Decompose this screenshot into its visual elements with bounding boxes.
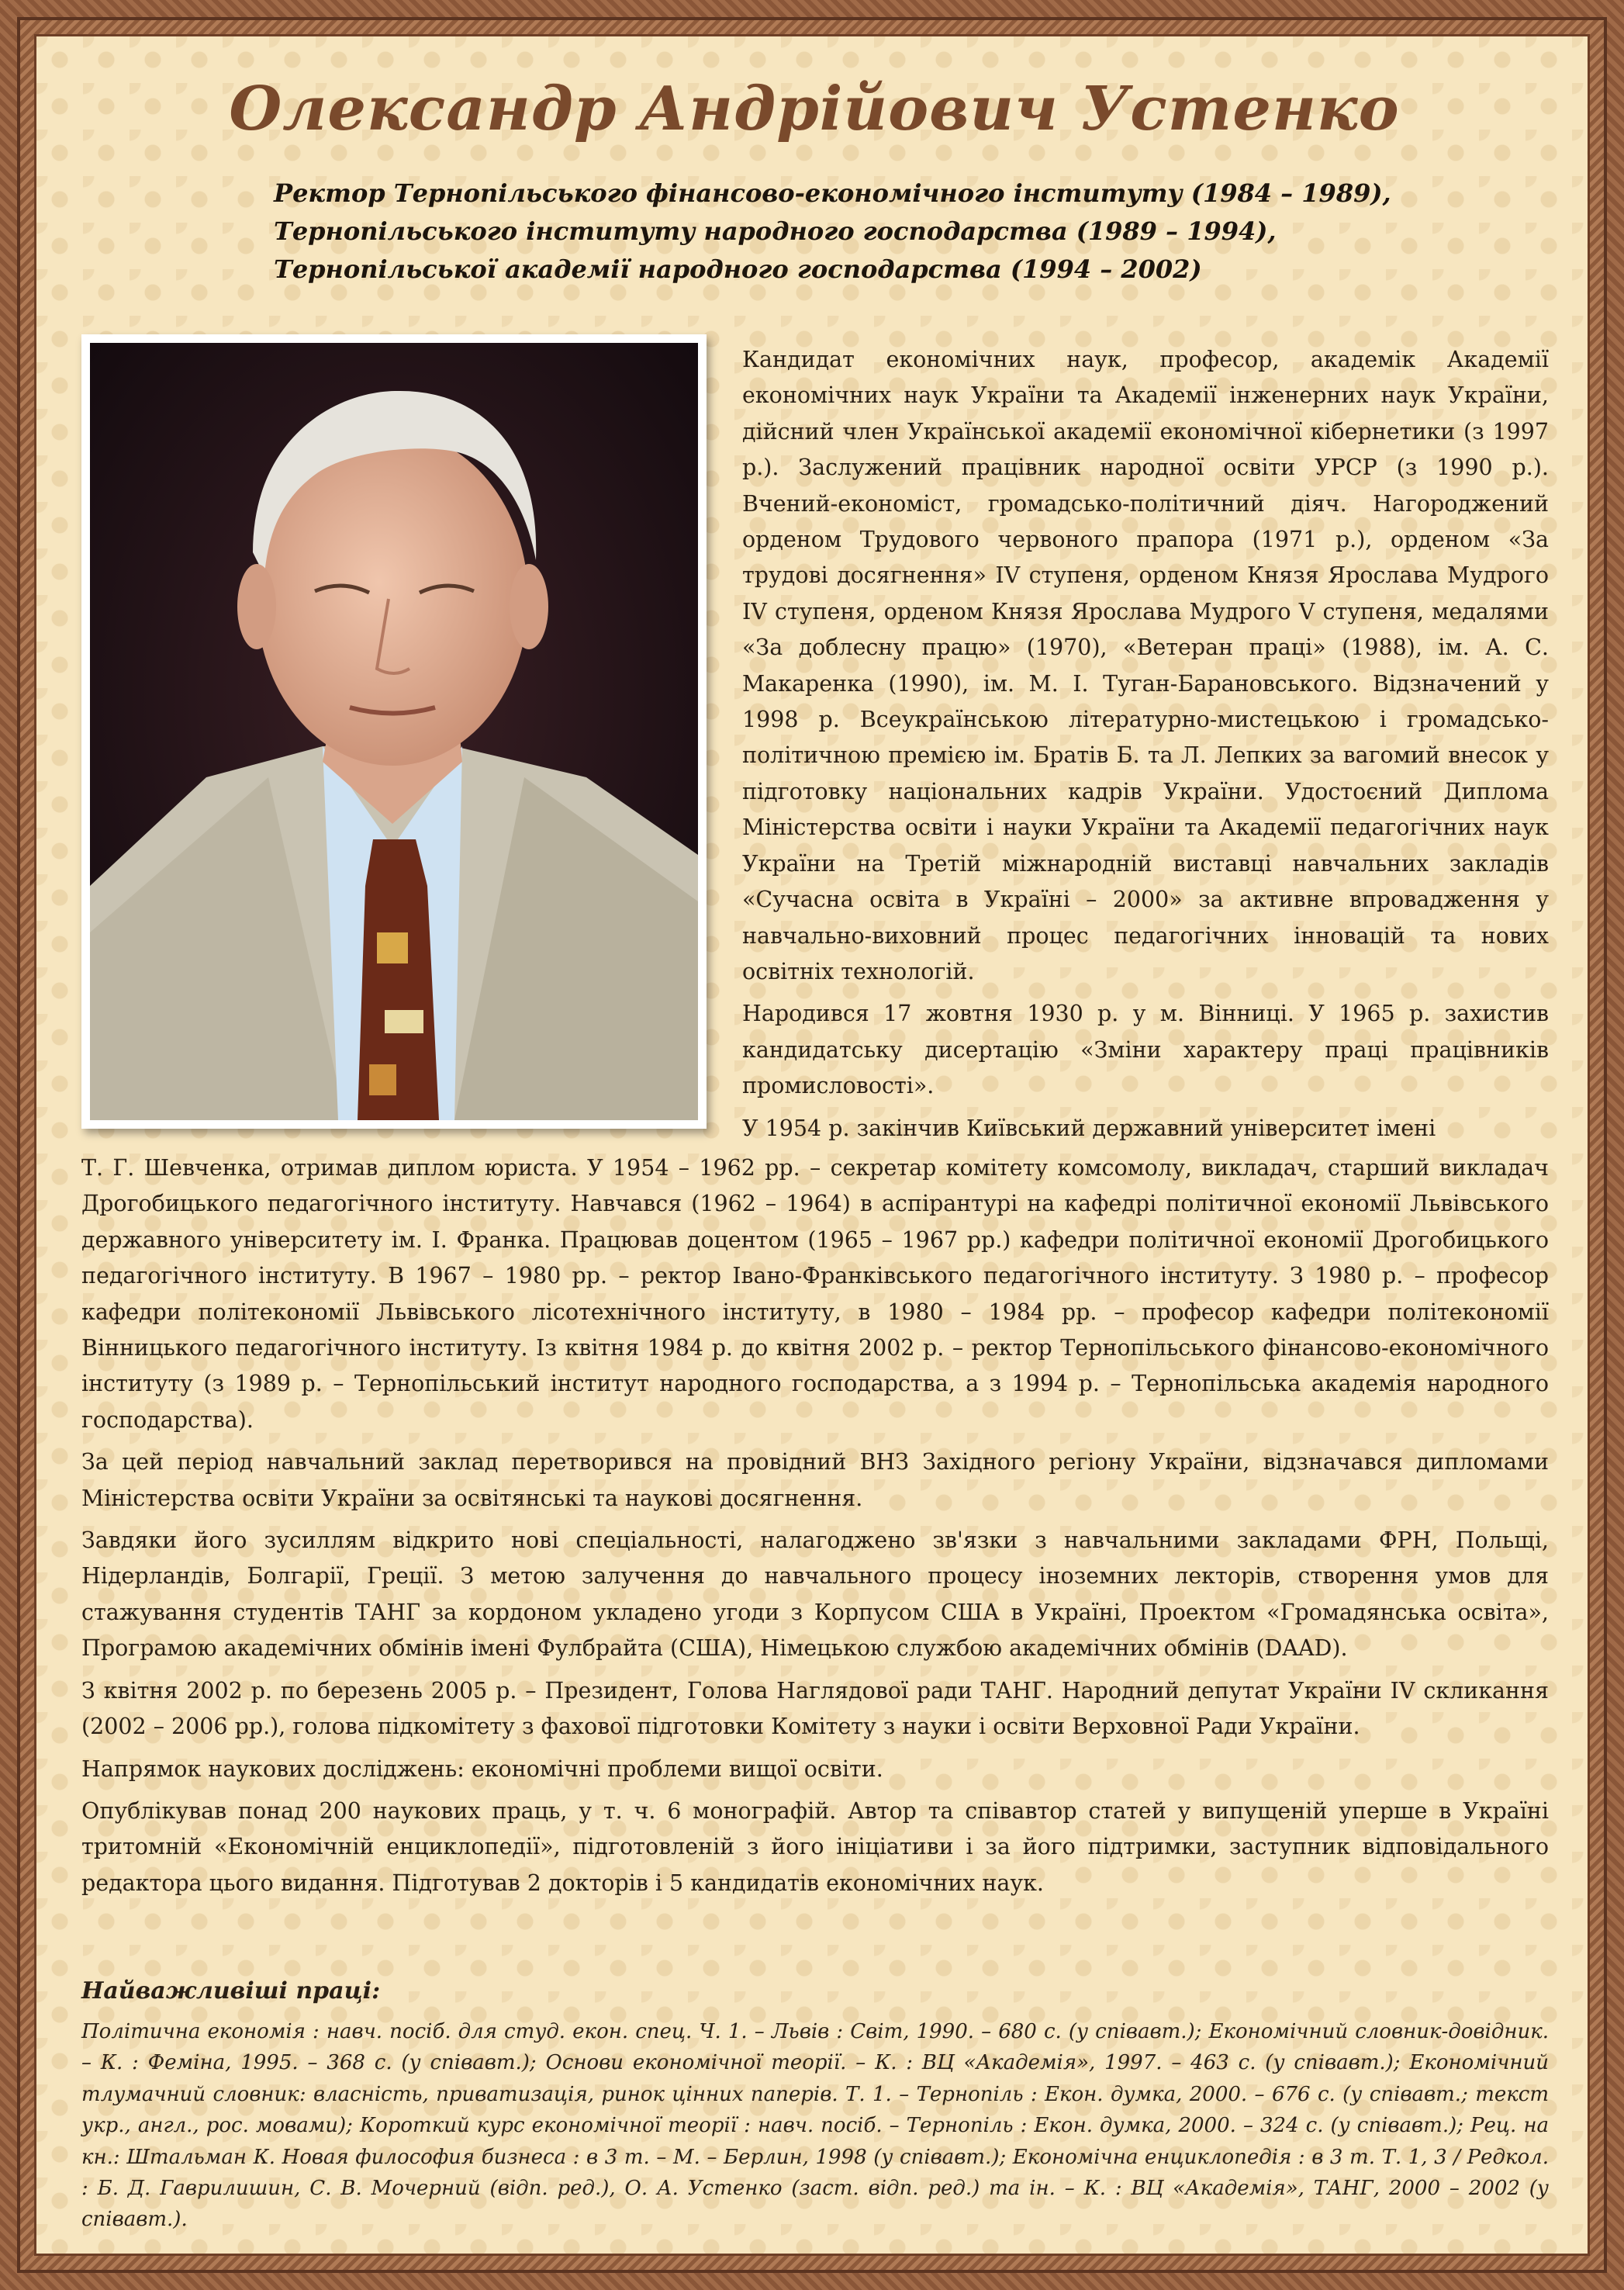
subtitle-line: Ректор Тернопільського фінансово-економічного інституту (1984 – 1989), [274, 178, 1391, 208]
bio-president: З квітня 2002 р. по березень 2005 р. – Президент, Голова Наглядової ради ТАНГ. Народний депутат України IV скликання (2002 – 2006 рр.), голова підкомітету з фахової підготовки Комітету з науки і освіти Верховної Ради України. [81, 1677, 1549, 1740]
bio-birth: Народився 17 жовтня 1930 р. у м. Вінниці. У 1965 р. захистив кандидатську дисертацію «Зміни характеру праці працівників промисловості». [742, 1001, 1549, 1099]
poster-page [34, 34, 1590, 2256]
bio-intro: Кандидат економічних наук, професор, академік Академії економічних наук України та Академії інженерних наук України, дійсний член Української академії економічної кібернетики (з 1997 р.). Заслужений працівник народної освіти УРСР (з 1990 р.). Вчений-економіст, громадсько-політичний діяч. Нагороджений орденом Трудового червоного прапора (1971 р.), орденом «За трудові досягнення» IV ступеня, орденом Князя Ярослава Мудрого IV ступеня, орденом Князя Ярослава Мудрого V ступеня, медалями «За доблесну працю» (1970), «Ветеран праці» (1988), ім. А. С. Макаренка (1990), ім. М. І. Туган-Барановського. Відзначений у 1998 р. Всеукраїнською літературно-мистецькою і громадсько-політичною премією ім. Братів Б. та Л. Лепких за вагомий внесок у підготовку національних кадрів України. Удостоєний Диплома Міністерства освіти і науки України та Академії педагогічних наук України на Третій міжнародній виставці навчальних закладів «Сучасна освіта в Україні – 2000» за активне впровадження у навчально-виховний процес педагогічних інновацій та нових освітніх технологій. [742, 347, 1549, 984]
subtitle-block [274, 175, 1437, 289]
bio-period: За цей період навчальний заклад перетворився на провідний ВНЗ Західного регіону України, відзначався дипломами Міністерства освіти України за освітянські та наукові досягнення. [81, 1449, 1549, 1511]
works-list: Політична економія : навч. посіб. для студ. екон. спец. Ч. 1. – Львів : Світ, 1990. – 680 с. (у співавт.); Економічний словник-довідник. – К. : Феміна, 1995. – 368 с. (у співавт.); Основи економічної теорії. – К. : ВЦ «Академія», 1997. – 463 с. (у співавт.); Економічний тлумачний словник: власність, приватизація, ринок цінних паперів. Т. 1. – Тернопіль : Екон. думка, 2000. – 676 с. (у співавт.; текст укр., англ., рос. мовами); Короткий курс економічної теорії : навч. посіб. – Тернопіль : Екон. думка, 2000. – 324 с. (у співавт.); Рец. на кн.: Штальман К. Новая философия бизнеса : в 3 т. – М. – Берлин, 1998 (у співавт.); Економічна енциклопедія : в 3 т. Т. 1, 3 / Редкол. : Б. Д. Гаврилишин, С. В. Мочерний (відп. ред.), О. А. Устенко (заст. відп. ред.) та ін. – К. : ВЦ «Академія», ТАНГ, 2000 – 2002 (у співавт.). [81, 2020, 1549, 2232]
works-heading: Найважливіші праці: [81, 1977, 381, 2005]
bio-publications: Опублікував понад 200 наукових праць, у т. ч. 6 монографій. Автор та співавтор статей у випущеній уперше в Україні тритомній «Економічній енциклопедії», підготовленій з його ініціативи і за його підтримки, заступник відповідального редактора цього видання. Підготував 2 докторів і 5 кандидатів економічних наук. [81, 1797, 1549, 1896]
bio-international: Завдяки його зусиллям відкрито нові спеціальності, налагоджено зв'язки з навчальними закладами ФРН, Польщі, Нідерландів, Болгарії, Греції. З метою залучення до навчального процесу іноземних лекторів, створення умов для стажування студентів ТАНГ за кордоном укладено угоди з Корпусом США в Україні, Проектом «Громадянська освіта», Програмою академічних обмінів імені Фулбрайта (США), Німецькою службою академічних обмінів (DAAD). [81, 1527, 1549, 1662]
biography-full-width [81, 1150, 1549, 1908]
bio-career: Т. Г. Шевченка, отримав диплом юриста. У 1954 – 1962 рр. – секретар комітету комсомолу, викладач, старший викладач Дрогобицького педагогічного інституту. Навчався (1962 – 1964) в аспірантурі на кафедрі політичної економії Львівського державного університету ім. І. Франка. Працював доцентом (1965 – 1967 рр.) кафедри політичної економії Дрогобицького педагогічного інституту. В 1967 – 1980 рр. – ректор Івано-Франківського педагогічного інституту. З 1980 р. – професор кафедри політекономії Львівського лісотехнічного інституту, в 1980 – 1984 рр. – професор кафедри політекономії Вінницького педагогічного інституту. Із квітня 1984 р. до квітня 2002 р. – ректор Тернопільського фінансово-економічного інституту (з 1989 р. – Тернопільський інститут народного господарства, а з 1994 р. – Тернопільська академія народного господарства). [81, 1155, 1549, 1433]
biography-right-column [742, 342, 1549, 1147]
portrait-photo [81, 334, 707, 1129]
bio-research: Напрямок наукових досліджень: економічні проблеми вищої освіти. [81, 1756, 883, 1782]
subtitle-line: Тернопільської академії народного господарства (1994 – 2002) [274, 254, 1202, 284]
portrait-illustration [90, 343, 698, 1120]
bio-career-start: У 1954 р. закінчив Київський державний університет імені [742, 1115, 1436, 1141]
subtitle-line: Тернопільського інституту народного господарства (1989 – 1994), [274, 216, 1277, 246]
page-title: Олександр Андрійович Устенко [229, 74, 1400, 144]
